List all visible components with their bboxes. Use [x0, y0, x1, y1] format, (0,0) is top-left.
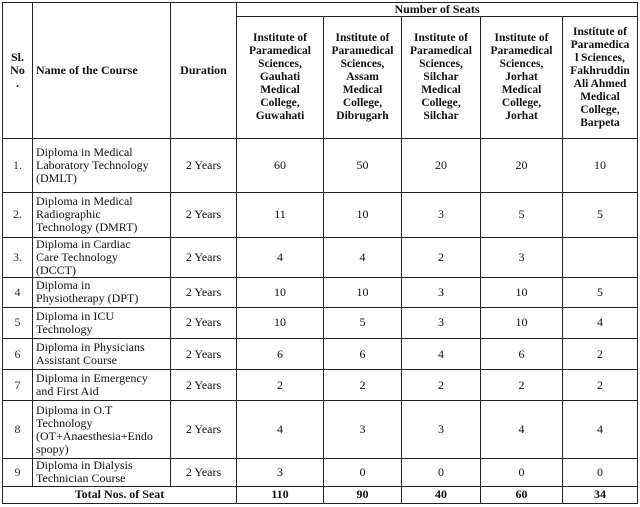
- row-course-name: Diploma in Physiotherapy (DPT): [33, 277, 171, 307]
- row-seats-institute-4: 10: [481, 307, 563, 338]
- table-row: [3, 277, 638, 307]
- row-seats-institute-5: 5: [563, 193, 638, 237]
- row-duration: 2 Years: [171, 237, 237, 277]
- total-seats-institute-4: 60: [481, 486, 563, 503]
- header-course-name: Name of the Course: [33, 3, 171, 139]
- seat-distribution-table: [2, 2, 638, 504]
- row-seats-institute-2: 2: [324, 370, 402, 401]
- row-seats-institute-5: 10: [563, 139, 638, 193]
- total-row: [3, 486, 638, 503]
- row-course-name: Diploma in O.T Technology (OT+Anaesthesia+Endo spopy): [33, 401, 171, 458]
- table-row: [3, 237, 638, 277]
- row-seats-institute-4: 4: [481, 401, 563, 458]
- row-seats-institute-1: 10: [237, 277, 324, 307]
- row-seats-institute-2: 4: [324, 237, 402, 277]
- row-sl-no: 3.: [3, 237, 33, 277]
- table-row: [3, 339, 638, 370]
- header-institute-2: Institute of Paramedical Sciences, Assam Medical College, Dibrugarh: [324, 17, 402, 139]
- row-seats-institute-2: 3: [324, 401, 402, 458]
- row-seats-institute-3: 3: [402, 307, 481, 338]
- row-seats-institute-3: 2: [402, 237, 481, 277]
- header-institute-4: Institute of Paramedical Sciences, Jorhat Medical College, Jorhat: [481, 17, 563, 139]
- row-duration: 2 Years: [171, 307, 237, 338]
- row-course-name: Diploma in ICU Technology: [33, 307, 171, 338]
- row-duration: 2 Years: [171, 370, 237, 401]
- row-seats-institute-5: 2: [563, 339, 638, 370]
- row-seats-institute-3: 3: [402, 193, 481, 237]
- row-sl-no: 2.: [3, 193, 33, 237]
- row-seats-institute-5: 4: [563, 401, 638, 458]
- row-seats-institute-1: 2: [237, 370, 324, 401]
- header-duration: Duration: [171, 3, 237, 139]
- total-label: Total Nos. of Seat: [3, 486, 237, 503]
- row-seats-institute-4: 0: [481, 458, 563, 486]
- row-seats-institute-1: 60: [237, 139, 324, 193]
- table-row: [3, 401, 638, 458]
- row-course-name: Diploma in Physicians Assistant Course: [33, 339, 171, 370]
- row-duration: 2 Years: [171, 139, 237, 193]
- row-course-name: Diploma in Medical Laboratory Technology (DMLT): [33, 139, 171, 193]
- row-seats-institute-3: 4: [402, 339, 481, 370]
- total-seats-institute-2: 90: [324, 486, 402, 503]
- row-seats-institute-1: 4: [237, 237, 324, 277]
- table-row: [3, 307, 638, 338]
- row-seats-institute-5: [563, 237, 638, 277]
- row-seats-institute-2: 10: [324, 193, 402, 237]
- row-sl-no: 9: [3, 458, 33, 486]
- row-sl-no: 7: [3, 370, 33, 401]
- total-seats-institute-1: 110: [237, 486, 324, 503]
- row-seats-institute-5: 4: [563, 307, 638, 338]
- row-sl-no: 4: [3, 277, 33, 307]
- row-seats-institute-1: 4: [237, 401, 324, 458]
- row-seats-institute-1: 11: [237, 193, 324, 237]
- row-seats-institute-2: 50: [324, 139, 402, 193]
- row-seats-institute-1: 3: [237, 458, 324, 486]
- row-course-name: Diploma in Dialysis Technician Course: [33, 458, 171, 486]
- row-sl-no: 6: [3, 339, 33, 370]
- row-seats-institute-5: 5: [563, 277, 638, 307]
- header-institute-3: Institute of Paramedical Sciences, Silchar Medical College, Silchar: [402, 17, 481, 139]
- header-sl-no: Sl. No .: [3, 3, 33, 139]
- row-seats-institute-5: 2: [563, 370, 638, 401]
- table-row: [3, 370, 638, 401]
- row-course-name: Diploma in Cardiac Care Technology (DCCT): [33, 237, 171, 277]
- row-duration: 2 Years: [171, 339, 237, 370]
- row-sl-no: 1.: [3, 139, 33, 193]
- row-seats-institute-5: 0: [563, 458, 638, 486]
- row-duration: 2 Years: [171, 193, 237, 237]
- table-row: [3, 193, 638, 237]
- row-duration: 2 Years: [171, 277, 237, 307]
- row-duration: 2 Years: [171, 458, 237, 486]
- row-seats-institute-4: 3: [481, 237, 563, 277]
- row-course-name: Diploma in Emergency and First Aid: [33, 370, 171, 401]
- row-seats-institute-2: 0: [324, 458, 402, 486]
- table-row: [3, 458, 638, 486]
- row-sl-no: 5: [3, 307, 33, 338]
- row-seats-institute-3: 3: [402, 277, 481, 307]
- row-seats-institute-3: 3: [402, 401, 481, 458]
- row-seats-institute-4: 6: [481, 339, 563, 370]
- row-seats-institute-4: 5: [481, 193, 563, 237]
- row-seats-institute-3: 20: [402, 139, 481, 193]
- header-institute-5: Institute of Paramedica l Sciences, Fakhruddin Ali Ahmed Medical College, Barpeta: [563, 17, 638, 139]
- header-institute-1: Institute of Paramedical Sciences, Gauhati Medical College, Guwahati: [237, 17, 324, 139]
- total-seats-institute-5: 34: [563, 486, 638, 503]
- row-duration: 2 Years: [171, 401, 237, 458]
- row-seats-institute-2: 6: [324, 339, 402, 370]
- table-row: [3, 139, 638, 193]
- row-seats-institute-3: 0: [402, 458, 481, 486]
- row-seats-institute-4: 20: [481, 139, 563, 193]
- total-seats-institute-3: 40: [402, 486, 481, 503]
- row-course-name: Diploma in Medical Radiographic Technology (DMRT): [33, 193, 171, 237]
- row-seats-institute-2: 10: [324, 277, 402, 307]
- row-seats-institute-2: 5: [324, 307, 402, 338]
- header-number-of-seats: Number of Seats: [237, 3, 638, 17]
- row-seats-institute-4: 2: [481, 370, 563, 401]
- row-sl-no: 8: [3, 401, 33, 458]
- row-seats-institute-1: 6: [237, 339, 324, 370]
- row-seats-institute-3: 2: [402, 370, 481, 401]
- row-seats-institute-4: 10: [481, 277, 563, 307]
- row-seats-institute-1: 10: [237, 307, 324, 338]
